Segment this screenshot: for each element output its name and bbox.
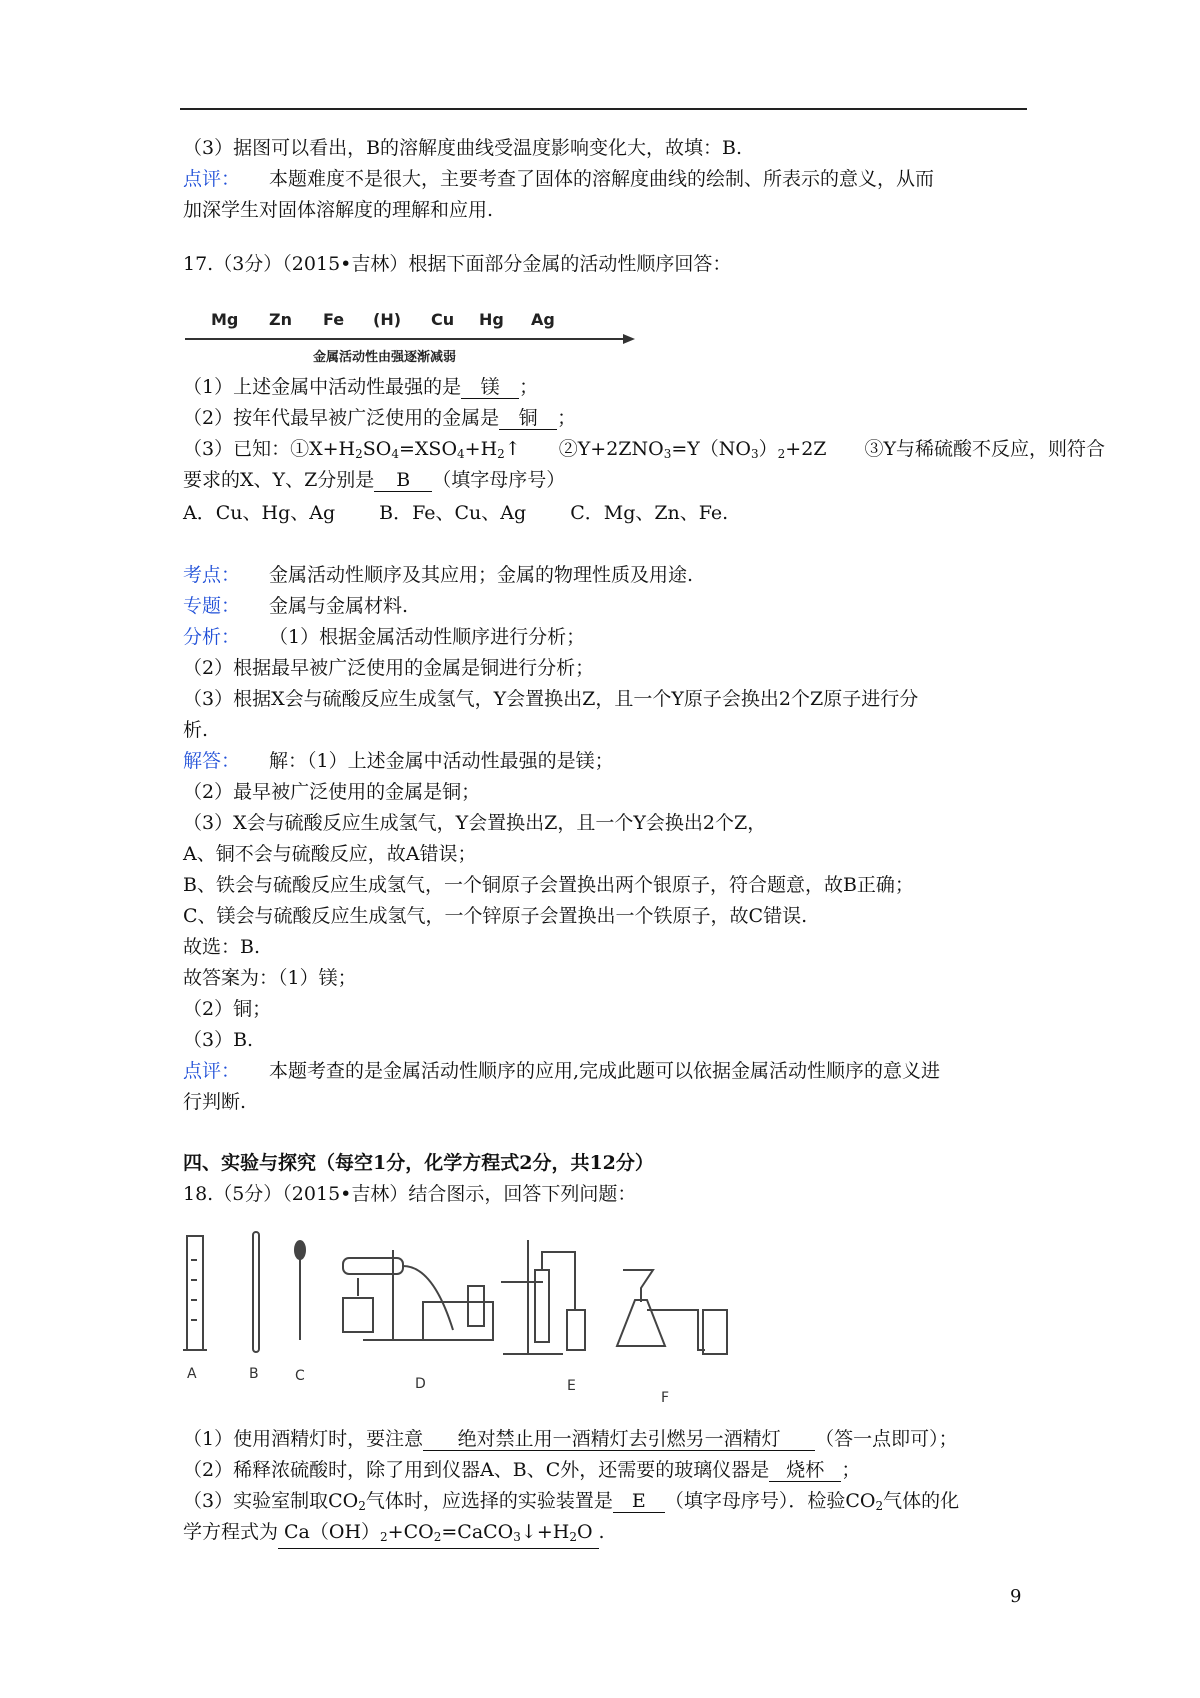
answer-blank: 绝对禁止用一酒精灯去引燃另一酒精灯	[423, 1428, 815, 1451]
text-line: （2）根据最早被广泛使用的金属是铜进行分析；	[183, 657, 595, 679]
q17-item-1: （1）上述金属中活动性最强的是 镁 ；	[183, 376, 539, 398]
text-line: （3）根据X会与硫酸反应生成氢气，Y会置换出Z，且一个Y原子会换出2个Z原子进行分	[183, 688, 919, 710]
glass-rod-icon	[253, 1232, 259, 1352]
q17-item-4: 要求的X、Y、Z分别是 B （填字母序号）	[183, 469, 566, 491]
q18-item-4: 学方程式为 $Ca(OH)_2+CO_2=CaCO_3↓+H_2O$ .	[183, 1519, 605, 1549]
metal-label: Hg	[479, 310, 504, 329]
page-number: 9	[1010, 1586, 1022, 1607]
comment-line	[183, 166, 934, 192]
comment-tag: 点评：	[183, 168, 241, 190]
section-heading: 四、实验与探究（每空1分，化学方程式2分，共12分）	[183, 1152, 654, 1174]
text-line: 行判断.	[183, 1091, 247, 1113]
q18-item-3: （3）实验室制取$CO_2$气体时，应选择的实验装置是 E （填字母序号）．检验$CO_2$气体的化	[183, 1490, 960, 1513]
answer-blank: B	[374, 469, 432, 492]
text-line: A、铜不会与硫酸反应，故A错误；	[183, 843, 477, 865]
metal-caption: 金属活动性由强逐渐减弱	[313, 350, 457, 365]
text-line: （3）据图可以看出，B的溶解度曲线受温度影响变化大，故填：B.	[183, 137, 743, 159]
q18-item-2: （2）稀释浓硫酸时，除了用到仪器A、B、C外，还需要的玻璃仪器是 烧杯 ；	[183, 1459, 861, 1481]
answer-blank: $Ca(OH)_2+CO_2=CaCO_3↓+H_2O$	[278, 1521, 599, 1549]
answer-blank: E	[613, 1490, 665, 1513]
apparatus-label-e: E	[567, 1378, 576, 1394]
text-line: 析.	[183, 719, 209, 741]
q17-item-2: （2）按年代最早被广泛使用的金属是 铜 ；	[183, 407, 577, 429]
graduated-cylinder-icon	[183, 1236, 207, 1350]
q17-options: A．Cu、Hg、Ag B．Fe、Cu、Ag C．Mg、Zn、Fe.	[183, 502, 729, 524]
metal-label: (H)	[373, 310, 402, 329]
metal-label: Zn	[269, 310, 292, 329]
q17-item-3: （3）已知：$①X+H_2SO_4=XSO_4+H_2↑$ $②Y+2ZNO_3=Y(NO_3)_2+2Z$ ③Y与稀硫酸不反应，则符合	[183, 438, 1106, 461]
text-line: 故选：B.	[183, 936, 261, 958]
analysis-jieda: 解答： 解：（1）上述金属中活动性最强的是镁；	[183, 750, 614, 772]
answer-blank: 烧杯	[769, 1459, 841, 1482]
answer-blank: 镁	[461, 376, 519, 399]
apparatus-label-a: A	[187, 1366, 197, 1382]
apparatus-label-c: C	[295, 1368, 305, 1384]
apparatus-label-f: F	[661, 1390, 670, 1405]
dropper-icon	[295, 1241, 305, 1340]
question-17: 17.（3分）（2015•吉林）根据下面部分金属的活动性顺序回答：	[183, 253, 732, 275]
text-line: C、镁会与硫酸反应生成氢气，一个锌原子会置换出一个铁原子，故C错误.	[183, 905, 808, 927]
metal-label: Ag	[531, 310, 555, 329]
analysis-zhuanti: 专题： 金属与金属材料.	[183, 595, 409, 617]
question-18: 18.（5分）（2015•吉林）结合图示，回答下列问题：	[183, 1183, 637, 1205]
gas-collection-setup-icon	[501, 1240, 585, 1354]
apparatus-label-b: B	[249, 1366, 259, 1382]
text-line: 加深学生对固体溶解度的理解和应用.	[183, 199, 494, 221]
metal-label: Cu	[431, 310, 455, 329]
metal-activity-series	[183, 306, 635, 368]
answer-blank: 铜	[499, 407, 557, 430]
analysis-kaodian: 考点： 金属活动性顺序及其应用；金属的物理性质及用途.	[183, 564, 694, 586]
comment-text: 本题难度不是很大，主要考查了固体的溶解度曲线的绘制、所表示的意义，从而	[269, 168, 935, 190]
metal-label: Fe	[323, 310, 345, 329]
text-line: （2）铜；	[183, 998, 272, 1020]
metal-label: Mg	[211, 310, 239, 329]
lab-apparatus-figure	[183, 1230, 798, 1405]
q18-item-1: （1）使用酒精灯时，要注意 绝对禁止用一酒精灯去引燃另一酒精灯 （答一点即可）；	[183, 1428, 958, 1450]
text-line: B、铁会与硫酸反应生成氢气，一个铜原子会置换出两个银原子，符合题意，故B正确；	[183, 874, 914, 896]
text-line: 故答案为：（1）镁；	[183, 967, 357, 989]
flask-setup-icon	[617, 1270, 727, 1354]
apparatus-label-d: D	[415, 1376, 426, 1392]
text-line: （3）B.	[183, 1029, 254, 1051]
analysis-fenxi: 分析： （1）根据金属活动性顺序进行分析；	[183, 626, 586, 648]
heating-setup-icon	[343, 1250, 493, 1340]
text-line: （3）X会与硫酸反应生成氢气，Y会置换出Z，且一个Y会换出2个Z，	[183, 812, 767, 834]
header-rule	[180, 108, 1027, 110]
analysis-dianping: 点评： 本题考查的是金属活动性顺序的应用,完成此题可以依据金属活动性顺序的意义进	[183, 1060, 941, 1082]
text-line: （2）最早被广泛使用的金属是铜；	[183, 781, 481, 803]
